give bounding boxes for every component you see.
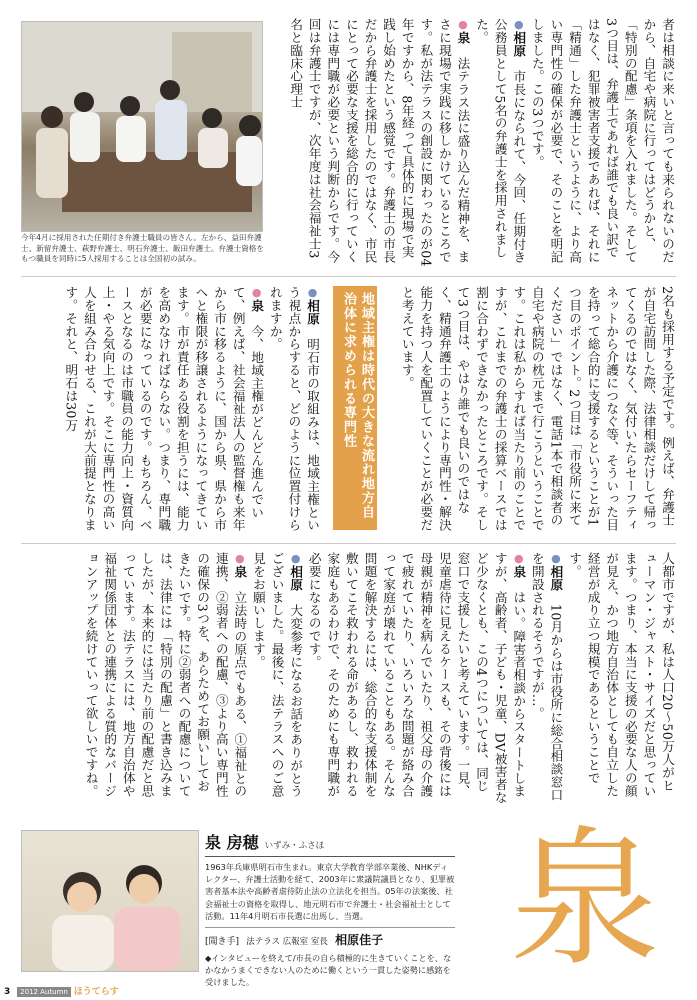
speaker-label: 泉 (232, 565, 248, 579)
column-1 (272, 18, 676, 268)
paragraph-text: 法テラス法に盛り込んだ精神を、まさに現場で実践に移しかけているところです。私が法テラスの創設に関わったのが04年ですから、8年経って具体的に現場で実践し始めたという感覚です。弁護士の市長だから弁護士を採用したのではなく、市民にとって必要な支援を総合的に行っていくには専門職が必要という判断からです。今回は弁護士ですが、次年度は社会福祉士3名と臨床心理士 (288, 18, 471, 267)
divider-2 (21, 543, 676, 544)
speaker-dot-icon: ● (512, 18, 526, 32)
paragraph-text: 今、地域主権がどんどん進んでいて、例えば、社会福祉法人の監督権も来年から市に移るように、国から県、県から市へと権限が移譲されるようになってきています。市が責任ある役割を担うには、能力を高めなければならない。つまり、専門職が必要になっているのです。もちろん、ベースとなるのは市職員の能力向上・資質向上・やる気向上です。そこに専門性の高い人を組み合わせる、これが大前提となります。それと、明石は30万 (63, 286, 265, 532)
paragraph-text: 大変参考になるお話をありがとうございました。最後に、法テラスへのご意見をお願いします。 (250, 552, 304, 798)
paragraph-text: 10月からは市役所に総合相談窓口を開設されるそうですが…。 (529, 552, 564, 802)
issue-label: 2012 Autumn (17, 987, 71, 997)
paragraph-text: はい。障害者相談からスタートしますが、高齢者、子ども・児童、DV被害者など少なくとも、この4つについては、同じ窓口で支援したいと考えています。一見、児童虐待に見えるケースも、その背後には母親が精神を病んでいたり、祖父母の介護で疲れていたり、いろいろな問題が絡み合って家庭が壊れていることもある。そんな問題を解決するには、総合的な支援体制を敷いてこそ救われる命があるし、救われる家庭もあるわけで、そのためにも専門職が必要になるのです。 (306, 552, 527, 804)
bio-kana: いずみ・ふさほ (264, 841, 325, 851)
bio-name: 泉 房穂 (205, 833, 259, 852)
paragraph-11 (81, 552, 248, 804)
column-3 (21, 286, 321, 536)
speaker-label: 相原 (288, 565, 304, 592)
staff-photo-illustration (22, 22, 262, 231)
photo-caption: 今年4月に採用された任期付き弁護士職員の皆さん。左から、益田弁護士、新留弁護士、萩野弁護士、明石弁護士、飯田弁護士。弁護士資格をもつ職員を同時に5人採用することは全国初の試み。 (21, 233, 264, 263)
paragraph-10 (248, 552, 304, 804)
speaker-dot-icon: ● (549, 552, 563, 566)
speaker-dot-icon: ● (512, 552, 526, 566)
speaker-label: 相原 (548, 565, 564, 592)
decorative-kanji: 泉 (510, 813, 661, 987)
page-footer (0, 984, 140, 1000)
paragraph-1: 者は相談に来いと言っても来られないのだから、自宅や病院に行ってはどうかと、「特別の配慮」条項を入れました。そして3つ目は、弁護士であれば誰でも良い訳ではなく、犯罪被害者支援であれば、それに「精通」した弁護士というように、より高い専門性の確保が必要で、そのことを明記しました。この3つです。 (529, 18, 675, 264)
bio-block (205, 830, 455, 989)
interview-note: ◆インタビューを終えて/市長の自ら積極的に生きていくことを、なかなかうまくできない人のために働くという一貫した姿勢に感銘を受けました。 (205, 953, 452, 988)
interviewer-name: 相原佳子 (335, 933, 384, 948)
staff-photo (21, 21, 263, 232)
paragraph-text: 市長になられて、今回、任期付き公務員として5名の弁護士を採用されました。 (474, 18, 527, 264)
speaker-label: 泉 (511, 565, 527, 579)
paragraph-text: 明石市の取組みは、地域主権という視点からすると、どのように位置付けられますか。 (267, 286, 320, 532)
bio-header (205, 830, 455, 857)
paragraph-9 (304, 552, 527, 804)
interviewer-label: [聞き手] (205, 937, 240, 948)
speaker-label: 相原 (511, 31, 527, 58)
speaker-dot-icon: ● (306, 286, 319, 300)
paragraph-3 (286, 18, 472, 268)
speaker-label: 相原 (305, 299, 320, 326)
column-4 (21, 552, 676, 804)
column-2 (392, 286, 676, 536)
paragraph-7: 人都市ですが、私は人口20〜50万人がヒューマン・ジャスト・サイズだと思っています。つまり、本当に支援の必要な人の顔が見え、かつ地方自治体としても自立した経営が成り立つ規模であるということです。 (567, 552, 675, 798)
bio-text: 1963年兵庫県明石市生まれ。東京大学教育学部卒業後、NHKディレクター、弁護士活動を経て、2003年に衆議院議員となり、犯罪被害者基本法や高齢者虐待防止法の立法化を担当。05年の法案後、社会福祉士の資格を取得し、地元明石市で弁護士・社会福祉士として活動。11年4月明石市長選に出馬し、当選。 (205, 862, 455, 921)
speaker-label: 泉 (455, 31, 471, 45)
paragraph-8 (527, 552, 564, 804)
portrait-photo (21, 830, 199, 972)
paragraph-6 (61, 286, 266, 536)
speaker-dot-icon: ● (456, 18, 470, 32)
interviewer-org: 法テラス 広報室 室長 (246, 937, 328, 948)
portrait-illustration (22, 831, 198, 971)
paragraph-2 (471, 18, 527, 268)
speaker-dot-icon: ● (289, 552, 303, 566)
section-headline: 地域主権は時代の大きな流れ地方自治体に求められる専門性 (333, 286, 377, 530)
paragraph-text: 立法時の原点でもある、①福祉との連携、②弱者への配慮、③より高い専門性の確保の3つを、あらためてお願いしておきたいです。特に②弱者への配慮については、法律には「特別の配慮」と書き込みましたが、本来的には当たり前の配慮だと思っています。法テラスには、地方自治体や福祉関係団体との連携による質的なバージョンアップを続けていって欲しいですね。 (83, 552, 248, 798)
paragraph-5 (265, 286, 321, 536)
interviewer-line (205, 927, 455, 948)
divider-1 (21, 276, 676, 277)
magazine-title: ほうてらす (73, 987, 119, 997)
speaker-dot-icon: ● (250, 286, 264, 300)
speaker-dot-icon: ● (233, 552, 247, 566)
paragraph-4: 2名も採用する予定です。例えば、弁護士が自宅訪問した際、法律相談だけして帰ってくるのではなく、気付いたらセーフティネットから介護につなぐ等、そういった目を持って総合的に支援するということが1つ目のポイント。2つ目は「市役所に来てください」ではなく、電話1本で相談者の自宅や病院の枕元まで行こうということです。これは私からすれば当たり前のことですが、これまでの弁護士の採算ベースでは割に合わずできなかったところです。そして3つ目は、やはり誰でも良いのではなく、精通弁護士のようにより専門性・解決能力を持つ人を配置していくことが必要だと考えています。 (399, 286, 675, 532)
interviewer-label-text: 聞き手 (208, 937, 236, 948)
page-number: 3 (4, 987, 11, 997)
speaker-label: 泉 (249, 299, 265, 313)
